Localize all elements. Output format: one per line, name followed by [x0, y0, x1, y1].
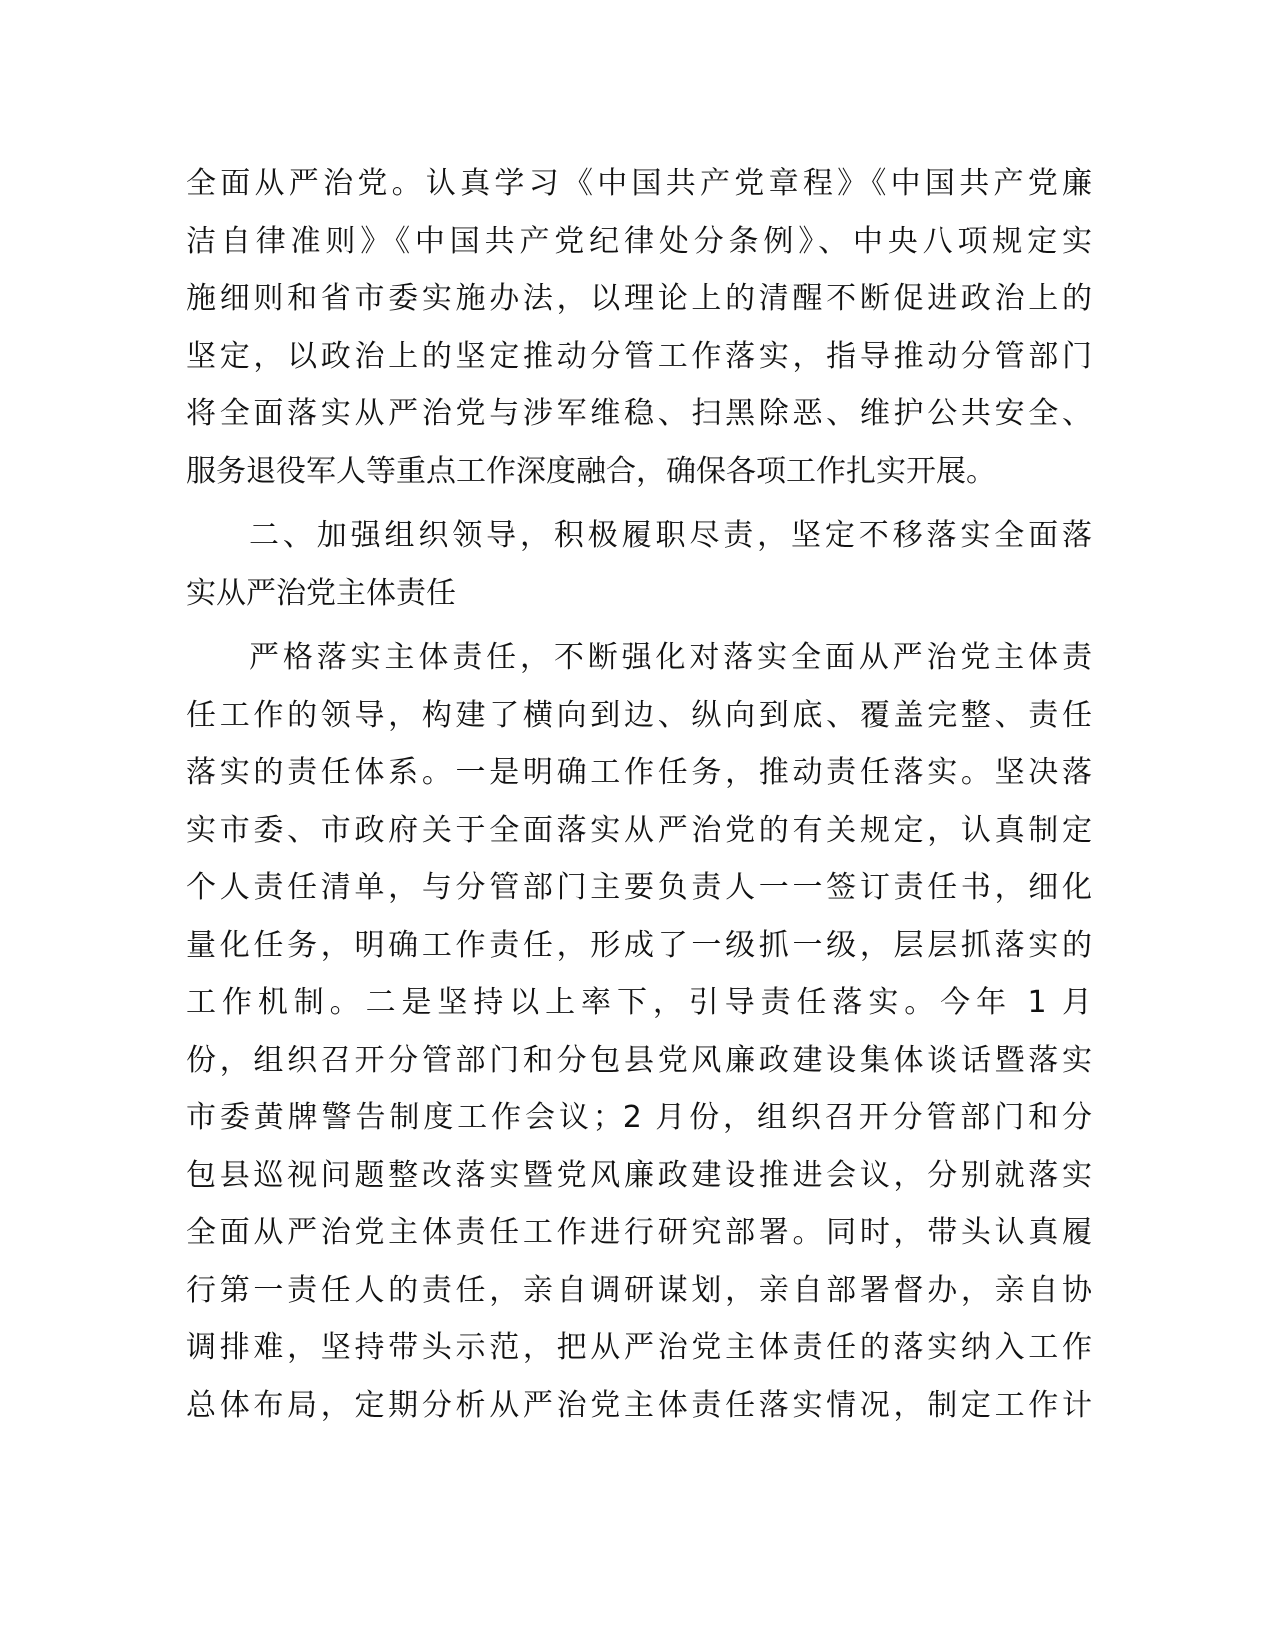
paragraph-line: 落实的责任体系。一是明确工作任务，推动责任落实。坚决落 [186, 755, 1092, 790]
paragraph-line: 份，组织召开分管部门和分包县党风廉政建设集体谈话暨落实 [186, 1042, 1092, 1078]
paragraph-line: 量化任务，明确工作责任，形成了一级抓一级，层层抓落实的 [186, 927, 1092, 963]
paragraph-line: 任工作的领导，构建了横向到边、纵向到底、覆盖完整、责任 [186, 697, 1092, 733]
paragraph-line: 个人责任清单，与分管部门主要负责人一一签订责任书，细化 [186, 870, 1092, 905]
paragraph-spacer [186, 622, 1092, 629]
paragraph-line: 坚定，以政治上的坚定推动分管工作落实，指导推动分管部门 [186, 338, 1092, 374]
paragraph-line: 将全面落实从严治党与涉军维稳、扫黑除恶、维护公共安全、 [186, 396, 1092, 431]
heading-line: 二、加强组织领导，积极履职尽责，坚定不移落实全面落 [249, 518, 1092, 553]
heading-line: 实从严治党主体责任 [186, 575, 456, 611]
paragraph-1 [186, 155, 1092, 500]
paragraph-line: 施细则和省市委实施办法，以理论上的清醒不断促进政治上的 [186, 281, 1092, 316]
paragraph-line: 服务退役军人等重点工作深度融合，确保各项工作扎实开展。 [186, 453, 996, 489]
paragraph-line: 工作机制。二是坚持以上率下，引导责任落实。今年 1 月 [186, 985, 1092, 1020]
document-body [186, 155, 1092, 1434]
paragraph-line: 全面从严治党。认真学习《中国共产党章程》《中国共产党廉 [186, 166, 1092, 201]
paragraph-2 [186, 629, 1092, 1434]
paragraph-line: 调排难，坚持带头示范，把从严治党主体责任的落实纳入工作 [186, 1330, 1092, 1365]
paragraph-line: 全面从严治党主体责任工作进行研究部署。同时，带头认真履 [186, 1215, 1092, 1250]
paragraph-line: 总体布局，定期分析从严治党主体责任落实情况，制定工作计 [186, 1387, 1092, 1423]
paragraph-line: 行第一责任人的责任，亲自调研谋划，亲自部署督办，亲自协 [186, 1272, 1092, 1308]
section-heading [186, 507, 1092, 622]
paragraph-line: 洁自律准则》《中国共产党纪律处分条例》、中央八项规定实 [186, 223, 1092, 259]
paragraph-line: 市委黄牌警告制度工作会议；2 月份，组织召开分管部门和分 [186, 1100, 1092, 1135]
paragraph-line: 严格落实主体责任，不断强化对落实全面从严治党主体责 [249, 640, 1092, 675]
paragraph-line: 包县巡视问题整改落实暨党风廉政建设推进会议，分别就落实 [186, 1157, 1092, 1193]
paragraph-line: 实市委、市政府关于全面落实从严治党的有关规定，认真制定 [186, 812, 1092, 848]
paragraph-spacer [186, 500, 1092, 507]
